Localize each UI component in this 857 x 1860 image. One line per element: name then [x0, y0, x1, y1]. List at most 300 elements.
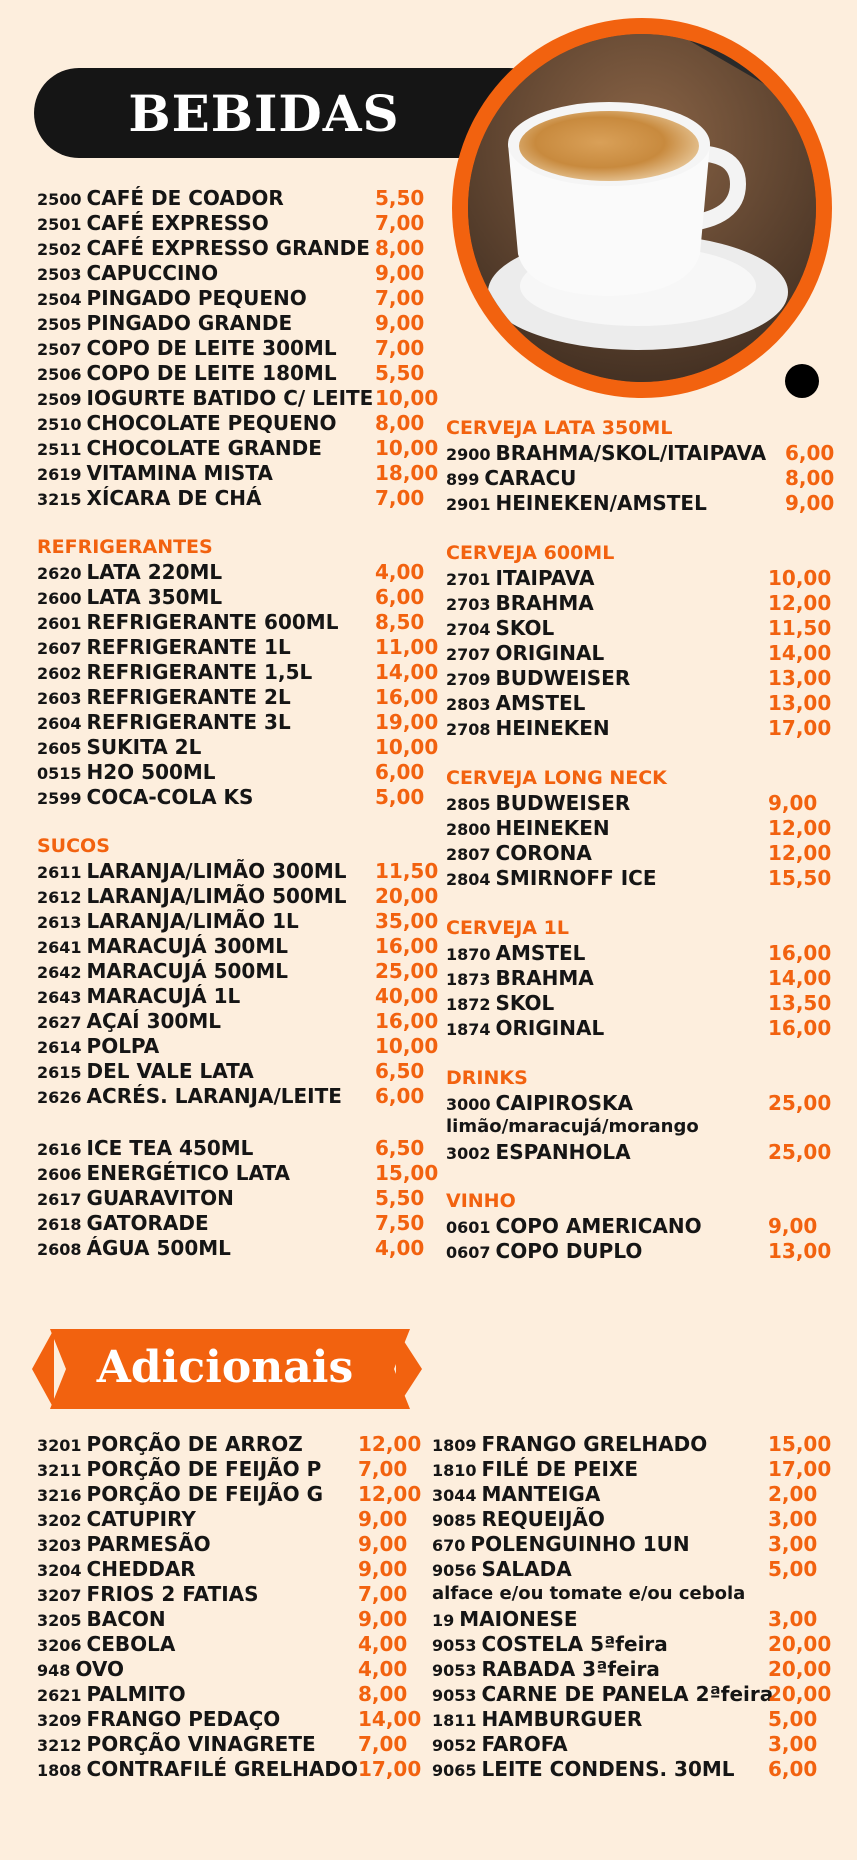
item-name: PORÇÃO DE ARROZ	[86, 1432, 303, 1456]
item-code: 9053	[432, 1686, 477, 1705]
menu-item	[37, 859, 439, 884]
item-price: 14,00	[768, 641, 832, 665]
item-price: 13,50	[768, 991, 832, 1015]
item-price: 5,50	[375, 361, 425, 385]
item-code: 1808	[37, 1761, 82, 1780]
item-name: RABADA 3ªfeira	[481, 1657, 660, 1681]
item-price: 18,00	[375, 461, 439, 485]
item-code: 1870	[446, 945, 491, 964]
item-name: PINGADO GRANDE	[86, 311, 293, 335]
item-name: ENERGÉTICO LATA	[86, 1161, 291, 1185]
item-code: 1811	[432, 1711, 477, 1730]
item-price: 17,00	[358, 1757, 422, 1781]
menu-item	[37, 1607, 408, 1632]
item-price: 6,00	[768, 1757, 818, 1781]
item-name: HEINEKEN/AMSTEL	[495, 491, 707, 515]
item-name: AMSTEL	[495, 941, 586, 965]
menu-item	[37, 436, 439, 461]
item-name: DEL VALE LATA	[86, 1059, 254, 1083]
item-price: 8,00	[785, 466, 835, 490]
item-code: 2709	[446, 670, 491, 689]
section-title-cerveja-long: CERVEJA LONG NECK	[446, 767, 667, 789]
item-price: 16,00	[375, 1009, 439, 1033]
item-name: REFRIGERANTE 2L	[86, 685, 291, 709]
section-title-cerveja-1l: CERVEJA 1L	[446, 917, 569, 939]
item-name: HEINEKEN	[495, 716, 610, 740]
item-price: 13,00	[768, 1239, 832, 1263]
menu-item	[37, 1236, 425, 1261]
item-code: 2708	[446, 720, 491, 739]
item-name: PINGADO PEQUENO	[86, 286, 307, 310]
item-code: 2611	[37, 863, 82, 882]
item-name: SALADA	[481, 1557, 572, 1581]
item-code: 1873	[446, 970, 491, 989]
menu-item	[446, 691, 832, 716]
item-name: PARMESÃO	[86, 1532, 211, 1556]
item-price: 5,00	[768, 1557, 818, 1581]
item-name: HAMBURGUER	[481, 1707, 643, 1731]
item-code: 2612	[37, 888, 82, 907]
menu-item	[446, 591, 832, 616]
item-price: 4,00	[358, 1632, 408, 1656]
item-code: 2504	[37, 290, 82, 309]
item-code: 2614	[37, 1038, 82, 1057]
item-code: 2627	[37, 1013, 82, 1032]
menu-item	[446, 791, 818, 816]
menu-item	[446, 491, 835, 516]
item-code: 2703	[446, 595, 491, 614]
item-code: 2642	[37, 963, 82, 982]
item-price: 10,00	[375, 1034, 439, 1058]
item-name: MANTEIGA	[481, 1482, 601, 1506]
item-code: 2617	[37, 1190, 82, 1209]
item-price: 5,50	[375, 186, 425, 210]
item-code: 670	[432, 1536, 466, 1555]
item-price: 10,00	[375, 386, 439, 410]
section-title-sucos: SUCOS	[37, 835, 110, 857]
item-code: 2641	[37, 938, 82, 957]
item-name: AÇAÍ 300ML	[86, 1009, 221, 1033]
item-name: ORIGINAL	[495, 641, 605, 665]
menu-item	[37, 1186, 425, 1211]
item-name: CARNE DE PANELA 2ªfeira	[481, 1682, 774, 1706]
item-price: 7,00	[375, 336, 425, 360]
item-code: 3203	[37, 1536, 82, 1555]
menu-item	[37, 560, 425, 585]
menu-item	[37, 660, 439, 685]
item-price: 10,00	[768, 566, 832, 590]
item-code: 9085	[432, 1511, 477, 1530]
item-price: 20,00	[768, 1632, 832, 1656]
menu-item	[432, 1532, 818, 1557]
bebidas-title: BEBIDAS	[128, 83, 400, 143]
item-code: 948	[37, 1661, 71, 1680]
item-name: ITAIPAVA	[495, 566, 595, 590]
item-code: 3216	[37, 1486, 82, 1505]
menu-item	[37, 710, 439, 735]
menu-item	[37, 984, 439, 1009]
item-code: 2605	[37, 739, 82, 758]
item-price: 11,00	[375, 635, 439, 659]
item-name: SUKITA 2L	[86, 735, 202, 759]
item-price: 5,50	[375, 1186, 425, 1210]
item-code: 3209	[37, 1711, 82, 1730]
item-price: 11,50	[375, 859, 439, 883]
menu-item	[37, 1557, 408, 1582]
menu-item	[446, 1239, 832, 1264]
item-code: 2503	[37, 265, 82, 284]
item-code: 2505	[37, 315, 82, 334]
item-price: 5,00	[768, 1707, 818, 1731]
item-code: 3207	[37, 1586, 82, 1605]
item-price: 9,00	[358, 1557, 408, 1581]
item-price: 8,00	[375, 236, 425, 260]
item-code: 1874	[446, 1020, 491, 1039]
item-price: 19,00	[375, 710, 439, 734]
item-price: 6,50	[375, 1059, 425, 1083]
item-name: CHOCOLATE PEQUENO	[86, 411, 337, 435]
menu-item	[432, 1607, 818, 1632]
section-title-drinks: DRINKS	[446, 1067, 528, 1089]
item-code: 2507	[37, 340, 82, 359]
menu-item	[432, 1732, 818, 1757]
item-price: 5,00	[375, 785, 425, 809]
item-price: 7,00	[358, 1457, 408, 1481]
item-price: 9,00	[358, 1607, 408, 1631]
item-code: 2800	[446, 820, 491, 839]
item-code: 2620	[37, 564, 82, 583]
item-name: REFRIGERANTE 3L	[86, 710, 291, 734]
menu-item	[37, 735, 439, 760]
item-name: H2O 500ML	[86, 760, 216, 784]
item-price: 14,00	[375, 660, 439, 684]
item-price: 12,00	[358, 1432, 422, 1456]
item-name: LARANJA/LIMÃO 300ML	[86, 859, 347, 883]
black-dot	[785, 364, 819, 398]
item-price: 8,00	[358, 1682, 408, 1706]
menu-item	[37, 1034, 439, 1059]
item-name: COPO AMERICANO	[495, 1214, 702, 1238]
item-code: 3002	[446, 1144, 491, 1163]
menu-item	[37, 386, 439, 411]
item-name: HEINEKEN	[495, 816, 610, 840]
item-price: 12,00	[358, 1482, 422, 1506]
item-code: 9052	[432, 1736, 477, 1755]
menu-item	[37, 286, 425, 311]
item-name: PORÇÃO DE FEIJÃO G	[86, 1482, 324, 1506]
item-code: 2901	[446, 495, 491, 514]
menu-item	[432, 1757, 818, 1782]
item-code: 2626	[37, 1088, 82, 1107]
item-name: LARANJA/LIMÃO 1L	[86, 909, 299, 933]
item-code: 3204	[37, 1561, 82, 1580]
menu-item	[446, 641, 832, 666]
menu-item	[37, 211, 425, 236]
item-code: 19	[432, 1611, 455, 1630]
item-name: IOGURTE BATIDO C/ LEITE	[86, 386, 374, 410]
item-name: MAIONESE	[459, 1607, 578, 1631]
item-price: 3,00	[768, 1532, 818, 1556]
item-price: 6,00	[375, 760, 425, 784]
item-name: MARACUJÁ 1L	[86, 984, 241, 1008]
item-code: 2607	[37, 639, 82, 658]
menu-item	[446, 566, 832, 591]
section-title-vinho: VINHO	[446, 1190, 516, 1212]
menu-item	[37, 1432, 422, 1457]
menu-item	[37, 1059, 425, 1084]
item-price: 3,00	[768, 1507, 818, 1531]
menu-item	[37, 261, 425, 286]
item-price: 25,00	[768, 1091, 832, 1115]
item-code: 2618	[37, 1215, 82, 1234]
menu-item	[446, 866, 832, 891]
menu-item	[37, 884, 439, 909]
item-code: 3044	[432, 1486, 477, 1505]
item-name: BRAHMA	[495, 591, 594, 615]
item-price: 17,00	[768, 1457, 832, 1481]
menu-item	[446, 941, 832, 966]
item-name: CAPUCCINO	[86, 261, 219, 285]
item-price: 16,00	[768, 1016, 832, 1040]
item-code: 3215	[37, 490, 82, 509]
item-code: 2603	[37, 689, 82, 708]
item-price: 17,00	[768, 716, 832, 740]
item-code: 2704	[446, 620, 491, 639]
item-price: 16,00	[768, 941, 832, 965]
item-code: 1872	[446, 995, 491, 1014]
item-name: CORONA	[495, 841, 592, 865]
item-name: BACON	[86, 1607, 166, 1631]
item-name: CAFÉ EXPRESSO GRANDE	[86, 236, 370, 260]
menu-item	[37, 909, 439, 934]
menu-item	[446, 666, 832, 691]
menu-item	[37, 1084, 425, 1109]
item-name: BRAHMA/SKOL/ITAIPAVA	[495, 441, 767, 465]
menu-item	[446, 1016, 832, 1041]
item-code: 3211	[37, 1461, 82, 1480]
item-price: 20,00	[768, 1657, 832, 1681]
menu-item	[37, 1507, 408, 1532]
menu-item	[37, 336, 425, 361]
item-code: 2608	[37, 1240, 82, 1259]
section-title-cerveja-600: CERVEJA 600ML	[446, 542, 615, 564]
adicionais-title: Adicionais	[96, 1341, 354, 1393]
item-code: 2500	[37, 190, 82, 209]
menu-item	[37, 934, 439, 959]
item-price: 12,00	[768, 841, 832, 865]
menu-item	[432, 1457, 832, 1482]
item-price: 25,00	[768, 1140, 832, 1164]
menu-item	[37, 1136, 425, 1161]
menu-item	[37, 1682, 408, 1707]
item-name: POLENGUINHO 1UN	[470, 1532, 690, 1556]
item-price: 15,00	[768, 1432, 832, 1456]
item-code: 2604	[37, 714, 82, 733]
item-code: 2599	[37, 789, 82, 808]
item-name: COCA-COLA KS	[86, 785, 254, 809]
item-name: BUDWEISER	[495, 666, 631, 690]
item-price: 14,00	[358, 1707, 422, 1731]
section-title-cerveja-lata: CERVEJA LATA 350ML	[446, 417, 673, 439]
item-code: 2805	[446, 795, 491, 814]
item-price: 9,00	[768, 791, 818, 815]
item-price: 9,00	[785, 491, 835, 515]
menu-item	[37, 311, 425, 336]
item-price: 4,00	[358, 1657, 408, 1681]
menu-item	[37, 1732, 408, 1757]
item-price: 12,00	[768, 591, 832, 615]
item-name: GATORADE	[86, 1211, 209, 1235]
item-name: CHEDDAR	[86, 1557, 196, 1581]
item-name: XÍCARA DE CHÁ	[86, 486, 262, 510]
menu-item	[432, 1707, 818, 1732]
item-price: 10,00	[375, 735, 439, 759]
item-price: 20,00	[375, 884, 439, 908]
item-price: 7,50	[375, 1211, 425, 1235]
item-price: 11,50	[768, 616, 832, 640]
item-name: POLPA	[86, 1034, 160, 1058]
item-code: 2506	[37, 365, 82, 384]
item-name: REFRIGERANTE 1L	[86, 635, 291, 659]
menu-item	[37, 461, 439, 486]
item-price: 9,00	[375, 311, 425, 335]
menu-item	[446, 466, 835, 491]
item-price: 4,00	[375, 1236, 425, 1260]
item-price: 9,00	[358, 1507, 408, 1531]
item-name: REFRIGERANTE 1,5L	[86, 660, 313, 684]
item-code: 2600	[37, 589, 82, 608]
item-code: 2601	[37, 614, 82, 633]
item-price: 7,00	[358, 1732, 408, 1756]
menu-item	[446, 616, 832, 641]
menu-item	[37, 785, 425, 810]
item-code: 0515	[37, 764, 82, 783]
item-name: ACRÉS. LARANJA/LEITE	[86, 1084, 342, 1108]
item-price: 8,00	[375, 411, 425, 435]
item-name: LATA 220ML	[86, 560, 223, 584]
section-title-refrigerantes: REFRIGERANTES	[37, 536, 213, 558]
item-name: ÁGUA 500ML	[86, 1236, 231, 1260]
menu-item	[37, 959, 439, 984]
item-name: GUARAVITON	[86, 1186, 234, 1210]
item-name: LARANJA/LIMÃO 500ML	[86, 884, 347, 908]
menu-item	[446, 1091, 832, 1116]
menu-item	[37, 610, 425, 635]
item-price: 9,00	[375, 261, 425, 285]
menu-item	[446, 441, 835, 466]
item-name: CEBOLA	[86, 1632, 176, 1656]
item-price: 15,00	[375, 1161, 439, 1185]
menu-item	[37, 186, 425, 211]
item-price: 3,00	[768, 1607, 818, 1631]
item-name: PALMITO	[86, 1682, 186, 1706]
item-price: 25,00	[375, 959, 439, 983]
item-price: 6,00	[375, 1084, 425, 1108]
menu-item	[432, 1482, 818, 1507]
item-code: 2613	[37, 913, 82, 932]
item-name: BRAHMA	[495, 966, 594, 990]
item-code: 9053	[432, 1636, 477, 1655]
item-name: COPO DE LEITE 180ML	[86, 361, 337, 385]
item-price: 7,00	[358, 1582, 408, 1606]
item-code: 9053	[432, 1661, 477, 1680]
item-name: FRIOS 2 FATIAS	[86, 1582, 259, 1606]
item-name: SMIRNOFF ICE	[495, 866, 657, 890]
menu-item	[37, 361, 425, 386]
item-code: 9065	[432, 1761, 477, 1780]
item-name: LATA 350ML	[86, 585, 223, 609]
item-code: 2511	[37, 440, 82, 459]
item-code: 9056	[432, 1561, 477, 1580]
item-name: CARACU	[484, 466, 577, 490]
item-code: 2807	[446, 845, 491, 864]
item-code: 3205	[37, 1611, 82, 1630]
item-name: MARACUJÁ 300ML	[86, 934, 288, 958]
item-code: 0601	[446, 1218, 491, 1237]
menu-item	[446, 716, 832, 741]
item-price: 16,00	[375, 685, 439, 709]
menu-item	[37, 760, 425, 785]
item-name: FRANGO GRELHADO	[481, 1432, 708, 1456]
item-code: 2621	[37, 1686, 82, 1705]
item-name: MARACUJÁ 500ML	[86, 959, 288, 983]
menu-item	[37, 1457, 408, 1482]
item-price: 12,00	[768, 816, 832, 840]
item-code: 2707	[446, 645, 491, 664]
item-price: 9,00	[768, 1214, 818, 1238]
item-name: SKOL	[495, 991, 555, 1015]
menu-item	[37, 635, 439, 660]
menu-item	[446, 841, 832, 866]
item-name: CAFÉ EXPRESSO	[86, 211, 269, 235]
item-code: 2615	[37, 1063, 82, 1082]
item-code: 2509	[37, 390, 82, 409]
salada-options-note: alface e/ou tomate e/ou cebola	[432, 1583, 746, 1604]
item-code: 2616	[37, 1140, 82, 1159]
menu-item	[37, 1757, 422, 1782]
menu-item	[432, 1557, 818, 1582]
menu-item	[432, 1657, 832, 1682]
menu-item	[432, 1632, 832, 1657]
item-code: 3202	[37, 1511, 82, 1530]
item-price: 9,00	[358, 1532, 408, 1556]
item-name: CHOCOLATE GRANDE	[86, 436, 322, 460]
item-name: CAFÉ DE COADOR	[86, 186, 284, 210]
item-price: 14,00	[768, 966, 832, 990]
item-code: 2502	[37, 240, 82, 259]
menu-item	[37, 1582, 408, 1607]
item-code: 2900	[446, 445, 491, 464]
item-code: 2501	[37, 215, 82, 234]
item-code: 2701	[446, 570, 491, 589]
item-name: ORIGINAL	[495, 1016, 605, 1040]
item-code: 899	[446, 470, 480, 489]
item-name: REQUEIJÃO	[481, 1507, 605, 1531]
menu-item	[446, 966, 832, 991]
item-code: 3206	[37, 1636, 82, 1655]
menu-item	[446, 816, 832, 841]
item-price: 40,00	[375, 984, 439, 1008]
item-price: 2,00	[768, 1482, 818, 1506]
item-price: 6,00	[375, 585, 425, 609]
item-price: 13,00	[768, 666, 832, 690]
item-price: 8,50	[375, 610, 425, 634]
menu-item	[446, 1214, 818, 1239]
coffee-cup-image	[468, 34, 816, 382]
item-price: 7,00	[375, 286, 425, 310]
item-code: 2803	[446, 695, 491, 714]
item-price: 35,00	[375, 909, 439, 933]
